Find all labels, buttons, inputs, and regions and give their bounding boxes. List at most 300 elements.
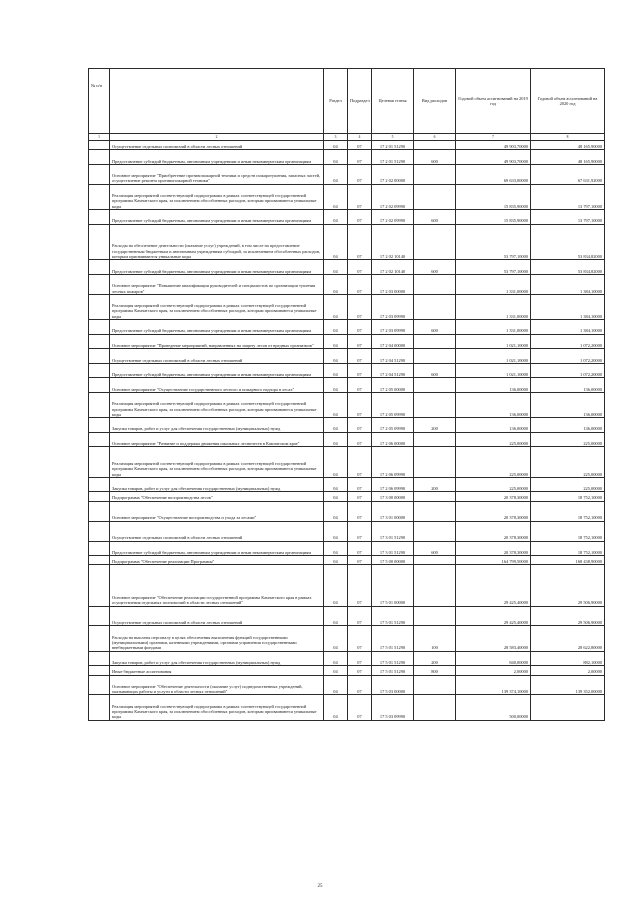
cell-num xyxy=(89,432,110,447)
cell-y2020: 882,10000 xyxy=(531,651,605,666)
cell-y2019: 1 021,10000 xyxy=(456,334,531,349)
cell-y2020: 13 797,10000 xyxy=(531,209,605,224)
cell-num xyxy=(89,626,110,651)
cell-target: 17 2 06 09990 xyxy=(372,447,414,478)
cell-target: 17 2 03 09990 xyxy=(372,320,414,335)
cell-subsection: 07 xyxy=(348,432,372,447)
cell-num xyxy=(89,695,110,720)
table-row xyxy=(89,626,605,651)
cell-exp-type xyxy=(414,695,456,720)
cell-target: 17 5 03 00000 xyxy=(372,675,414,695)
cell-y2019: 139 374,10000 xyxy=(456,675,531,695)
table-row xyxy=(89,492,605,501)
cell-exp-type: 600 xyxy=(414,150,456,165)
header-name xyxy=(110,69,324,134)
cell-exp-type: 600 xyxy=(414,363,456,378)
cell-name: Основное мероприятие "Развитие и поддержка движения школьных лесничеств в Камчатском крае" xyxy=(110,432,324,447)
cell-name: Основное мероприятие "Осуществление воспроизводства и ухода за лесами" xyxy=(110,501,324,521)
cell-y2019: 49 903,70000 xyxy=(456,150,531,165)
cell-section: 04 xyxy=(324,651,348,666)
cell-y2019: 49 903,70000 xyxy=(456,141,531,150)
cell-name: Реализация мероприятий соответствующей подпрограммы в рамках соответствующей государственной программы Камчатского края, за исключением обособленных расходов, которым присваиваются уникальные коды xyxy=(110,695,324,720)
cell-num xyxy=(89,606,110,626)
cell-num xyxy=(89,565,110,606)
cell-exp-type xyxy=(414,224,456,260)
cell-exp-type: 800 xyxy=(414,666,456,675)
cell-y2019: 225,00000 xyxy=(456,447,531,478)
cell-exp-type xyxy=(414,274,456,294)
cell-section: 04 xyxy=(324,606,348,626)
cell-num xyxy=(89,556,110,565)
cell-y2019: 1 331,00000 xyxy=(456,274,531,294)
table-row xyxy=(89,501,605,521)
cell-exp-type: 100 xyxy=(414,626,456,651)
cell-num xyxy=(89,651,110,666)
cell-name: Основное мероприятие "Осуществление государственного лесного и пожарного надзора в лесах" xyxy=(110,378,324,393)
table-body xyxy=(89,141,605,721)
column-index: 7 xyxy=(456,134,531,141)
cell-target: 17 2 01 51290 xyxy=(372,141,414,150)
cell-section: 04 xyxy=(324,432,348,447)
cell-y2020: 29 506,90000 xyxy=(531,565,605,606)
cell-subsection: 07 xyxy=(348,141,372,150)
table-row xyxy=(89,378,605,393)
cell-y2020: 1 072,20000 xyxy=(531,349,605,364)
cell-y2020: 53 834,82000 xyxy=(531,260,605,275)
table-row xyxy=(89,184,605,209)
cell-section: 04 xyxy=(324,626,348,651)
cell-section: 04 xyxy=(324,334,348,349)
cell-y2019: 500,00000 xyxy=(456,695,531,720)
cell-num xyxy=(89,320,110,335)
budget-table xyxy=(88,68,605,721)
cell-subsection: 07 xyxy=(348,666,372,675)
cell-target: 17 3 00 00000 xyxy=(372,492,414,501)
cell-exp-type xyxy=(414,184,456,209)
cell-exp-type xyxy=(414,393,456,418)
cell-section: 04 xyxy=(324,666,348,675)
cell-target: 17 2 02 10140 xyxy=(372,224,414,260)
cell-target: 17 2 05 09990 xyxy=(372,418,414,433)
cell-y2020: 136,00000 xyxy=(531,418,605,433)
cell-y2019: 1 021,10000 xyxy=(456,349,531,364)
cell-y2019: 20 378,30000 xyxy=(456,521,531,541)
cell-target: 17 5 03 09990 xyxy=(372,695,414,720)
cell-subsection: 07 xyxy=(348,150,372,165)
cell-num xyxy=(89,260,110,275)
cell-section: 04 xyxy=(324,363,348,378)
cell-exp-type: 200 xyxy=(414,418,456,433)
cell-exp-type xyxy=(414,521,456,541)
cell-y2019: 1 331,00000 xyxy=(456,320,531,335)
table-row xyxy=(89,150,605,165)
cell-y2019: 136,00000 xyxy=(456,378,531,393)
cell-section: 04 xyxy=(324,447,348,478)
table-row xyxy=(89,556,605,565)
cell-target: 17 2 03 09990 xyxy=(372,294,414,319)
column-index: 2 xyxy=(110,134,324,141)
table-row xyxy=(89,541,605,556)
cell-exp-type xyxy=(414,492,456,501)
cell-y2020: 18 752,10000 xyxy=(531,492,605,501)
cell-y2020: 225,00000 xyxy=(531,447,605,478)
cell-num xyxy=(89,349,110,364)
cell-name: Основное мероприятие "Обеспечение деятельности (оказание услуг) подведомственных учреждений, оказывающих работы и услуги в области лесных отношений" xyxy=(110,675,324,695)
column-index: 8 xyxy=(531,134,605,141)
cell-name: Реализация мероприятий соответствующей подпрограммы в рамках соответствующей государственной программы Камчатского края, за исключением обособленных расходов, которым присваиваются уникальные коды xyxy=(110,393,324,418)
cell-target: 17 2 05 00000 xyxy=(372,378,414,393)
cell-name: Предоставление субсидий бюджетным, автономным учреждениям и иным некоммерческим организациям xyxy=(110,320,324,335)
table-row xyxy=(89,565,605,606)
cell-exp-type xyxy=(414,432,456,447)
column-index-row xyxy=(89,134,605,141)
cell-name: Предоставление субсидий бюджетным, автономным учреждениям и иным некоммерческим организациям xyxy=(110,363,324,378)
cell-exp-type xyxy=(414,349,456,364)
header-num: № п/п xyxy=(89,69,110,134)
cell-y2019: 1 021,10000 xyxy=(456,363,531,378)
cell-subsection: 07 xyxy=(348,363,372,378)
cell-y2020: 18 752,10000 xyxy=(531,501,605,521)
cell-subsection: 07 xyxy=(348,294,372,319)
table-row xyxy=(89,666,605,675)
cell-y2020: 18 752,10000 xyxy=(531,541,605,556)
header-target: Целевая статья xyxy=(372,69,414,134)
cell-name: Основное мероприятие "Приобретение противопожарной техники и средств пожаротушения, запасных частей, осуществление ремонта противопожарной техники" xyxy=(110,164,324,184)
cell-num xyxy=(89,477,110,492)
table-row xyxy=(89,334,605,349)
column-index: 6 xyxy=(414,134,456,141)
cell-name: Осуществление отдельных полномочий в области лесных отношений xyxy=(110,521,324,541)
cell-subsection: 07 xyxy=(348,349,372,364)
cell-y2020: 18 752,10000 xyxy=(531,521,605,541)
cell-subsection: 07 xyxy=(348,651,372,666)
cell-y2020: 13 797,10000 xyxy=(531,184,605,209)
cell-section: 04 xyxy=(324,320,348,335)
cell-name: Осуществление отдельных полномочий в области лесных отношений xyxy=(110,349,324,364)
page-number: 25 xyxy=(317,884,323,889)
cell-num xyxy=(89,209,110,224)
cell-subsection: 07 xyxy=(348,334,372,349)
cell-section: 04 xyxy=(324,675,348,695)
cell-subsection: 07 xyxy=(348,556,372,565)
header-y2019: Годовой объем ассигнований на 2019 год xyxy=(456,69,531,134)
cell-target: 17 5 01 51290 xyxy=(372,626,414,651)
cell-section: 04 xyxy=(324,141,348,150)
cell-y2019: 225,00000 xyxy=(456,477,531,492)
cell-section: 04 xyxy=(324,224,348,260)
cell-exp-type xyxy=(414,294,456,319)
cell-subsection: 07 xyxy=(348,393,372,418)
cell-num xyxy=(89,666,110,675)
cell-section: 04 xyxy=(324,260,348,275)
cell-name: Основное мероприятие "Обеспечение реализации государственной программы Камчатского края в рамках осуществления отдельных полномочий в области лесных отношений" xyxy=(110,565,324,606)
table-row xyxy=(89,477,605,492)
cell-y2020: 225,00000 xyxy=(531,432,605,447)
cell-y2019: 69 633,00000 xyxy=(456,164,531,184)
cell-target: 17 5 01 00000 xyxy=(372,565,414,606)
header-y2020: Годовой объем ассигнований на 2020 год xyxy=(531,69,605,134)
cell-num xyxy=(89,501,110,521)
cell-name: Иные бюджетные ассигнования xyxy=(110,666,324,675)
cell-y2019: 136,00000 xyxy=(456,393,531,418)
table-row xyxy=(89,294,605,319)
cell-target: 17 2 02 00000 xyxy=(372,164,414,184)
cell-target: 17 3 01 51290 xyxy=(372,541,414,556)
cell-y2019: 15 835,90000 xyxy=(456,184,531,209)
cell-target: 17 5 00 00000 xyxy=(372,556,414,565)
cell-exp-type xyxy=(414,606,456,626)
cell-section: 04 xyxy=(324,393,348,418)
cell-exp-type xyxy=(414,501,456,521)
cell-subsection: 07 xyxy=(348,274,372,294)
table-row xyxy=(89,164,605,184)
cell-num xyxy=(89,418,110,433)
cell-subsection: 07 xyxy=(348,695,372,720)
cell-y2020: 1 384,10000 xyxy=(531,274,605,294)
cell-section: 04 xyxy=(324,164,348,184)
cell-section: 04 xyxy=(324,695,348,720)
cell-y2020: 29 506,90000 xyxy=(531,606,605,626)
cell-target: 17 3 01 00000 xyxy=(372,501,414,521)
cell-section: 04 xyxy=(324,418,348,433)
cell-target: 17 2 03 00000 xyxy=(372,274,414,294)
cell-num xyxy=(89,363,110,378)
table-row xyxy=(89,606,605,626)
cell-num xyxy=(89,141,110,150)
cell-y2020: 225,00000 xyxy=(531,477,605,492)
column-index: 3 xyxy=(324,134,348,141)
cell-subsection: 07 xyxy=(348,260,372,275)
cell-target: 17 2 06 00000 xyxy=(372,432,414,447)
cell-target: 17 2 04 51290 xyxy=(372,363,414,378)
cell-section: 04 xyxy=(324,349,348,364)
cell-num xyxy=(89,224,110,260)
cell-subsection: 07 xyxy=(348,477,372,492)
cell-name: Подпрограмма "Обеспечение воспроизводства лесов" xyxy=(110,492,324,501)
cell-subsection: 07 xyxy=(348,501,372,521)
cell-y2020: 1 384,10000 xyxy=(531,294,605,319)
cell-section: 04 xyxy=(324,521,348,541)
cell-name: Основное мероприятие "Проведение мероприятий, направленных на защиту лесов от вредных организмов" xyxy=(110,334,324,349)
cell-subsection: 07 xyxy=(348,606,372,626)
cell-section: 04 xyxy=(324,294,348,319)
cell-y2020: 139 352,00000 xyxy=(531,675,605,695)
cell-num xyxy=(89,393,110,418)
cell-section: 04 xyxy=(324,492,348,501)
cell-num xyxy=(89,675,110,695)
cell-y2019: 20 378,30000 xyxy=(456,501,531,521)
cell-target: 17 5 01 51290 xyxy=(372,606,414,626)
cell-section: 04 xyxy=(324,565,348,606)
cell-exp-type xyxy=(414,378,456,393)
cell-name: Закупка товаров, работ и услуг для обеспечения государственных (муниципальных) нужд xyxy=(110,651,324,666)
cell-target: 17 2 04 00000 xyxy=(372,334,414,349)
cell-y2019: 15 835,90000 xyxy=(456,209,531,224)
cell-y2019: 53 797,10000 xyxy=(456,260,531,275)
cell-num xyxy=(89,274,110,294)
cell-y2020: 1 072,20000 xyxy=(531,363,605,378)
cell-y2020: 136,00000 xyxy=(531,378,605,393)
cell-section: 04 xyxy=(324,477,348,492)
cell-target: 17 2 02 10140 xyxy=(372,260,414,275)
table-row xyxy=(89,695,605,720)
cell-section: 04 xyxy=(324,378,348,393)
table-row xyxy=(89,141,605,150)
cell-y2019: 225,00000 xyxy=(456,432,531,447)
cell-subsection: 07 xyxy=(348,626,372,651)
header-exp-type: Вид расходов xyxy=(414,69,456,134)
cell-y2020: 136,00000 xyxy=(531,393,605,418)
cell-subsection: 07 xyxy=(348,378,372,393)
cell-subsection: 07 xyxy=(348,224,372,260)
cell-num xyxy=(89,447,110,478)
cell-section: 04 xyxy=(324,501,348,521)
cell-y2019: 20 378,30000 xyxy=(456,492,531,501)
column-index: 5 xyxy=(372,134,414,141)
cell-name: Осуществление отдельных полномочий в области лесных отношений xyxy=(110,141,324,150)
cell-section: 04 xyxy=(324,274,348,294)
cell-exp-type: 600 xyxy=(414,260,456,275)
cell-name: Основное мероприятие "Повышение квалификации руководителей и специалистов по организации тушения лесных пожаров" xyxy=(110,274,324,294)
cell-target: 17 5 01 51290 xyxy=(372,666,414,675)
cell-y2020: 48 165,90000 xyxy=(531,141,605,150)
cell-target: 17 3 01 51290 xyxy=(372,521,414,541)
cell-target: 17 2 04 51290 xyxy=(372,349,414,364)
cell-name: Предоставление субсидий бюджетным, автономным учреждениям и иным некоммерческим организациям xyxy=(110,150,324,165)
cell-y2020: 48 165,90000 xyxy=(531,150,605,165)
table-row xyxy=(89,363,605,378)
cell-y2019: 2,00000 xyxy=(456,666,531,675)
cell-section: 04 xyxy=(324,184,348,209)
cell-subsection: 07 xyxy=(348,164,372,184)
cell-subsection: 07 xyxy=(348,447,372,478)
cell-section: 04 xyxy=(324,556,348,565)
cell-name: Реализация мероприятий соответствующей подпрограммы в рамках соответствующей государственной программы Камчатского края, за исключением обособленных расходов, которым присваиваются уникальные коды xyxy=(110,447,324,478)
table-row xyxy=(89,209,605,224)
cell-exp-type xyxy=(414,141,456,150)
cell-num xyxy=(89,184,110,209)
table-row xyxy=(89,432,605,447)
cell-target: 17 5 01 51290 xyxy=(372,651,414,666)
table-row xyxy=(89,651,605,666)
cell-target: 17 2 05 09990 xyxy=(372,393,414,418)
table-row xyxy=(89,418,605,433)
cell-num xyxy=(89,164,110,184)
cell-subsection: 07 xyxy=(348,418,372,433)
cell-target: 17 2 01 51290 xyxy=(372,150,414,165)
table-row xyxy=(89,675,605,695)
cell-name: Подпрограмма "Обеспечение реализации Программы" xyxy=(110,556,324,565)
column-index: 4 xyxy=(348,134,372,141)
header-subsection: Подраздел xyxy=(348,69,372,134)
cell-num xyxy=(89,294,110,319)
table-row xyxy=(89,274,605,294)
cell-name: Расходы на выплаты персоналу в целях обеспечения выполнения функций государственными (муниципальными) органами, казенными учреждениями, органами управления государственными внебюджетными фондами xyxy=(110,626,324,651)
table-row xyxy=(89,393,605,418)
cell-subsection: 07 xyxy=(348,521,372,541)
cell-exp-type xyxy=(414,447,456,478)
cell-subsection: 07 xyxy=(348,492,372,501)
cell-num xyxy=(89,378,110,393)
cell-exp-type xyxy=(414,565,456,606)
cell-name: Закупка товаров, работ и услуг для обеспечения государственных (муниципальных) нужд xyxy=(110,477,324,492)
cell-num xyxy=(89,150,110,165)
cell-exp-type: 600 xyxy=(414,541,456,556)
cell-y2019: 53 797,10000 xyxy=(456,224,531,260)
cell-name: Реализация мероприятий соответствующей подпрограммы в рамках соответствующей государственной программы Камчатского края, за исключением обособленных расходов, которым присваиваются уникальные коды xyxy=(110,294,324,319)
cell-target: 17 2 06 09990 xyxy=(372,477,414,492)
cell-y2020: 1 072,20000 xyxy=(531,334,605,349)
cell-name: Предоставление субсидий бюджетным, автономным учреждениям и иным некоммерческим организациям xyxy=(110,260,324,275)
cell-section: 04 xyxy=(324,209,348,224)
cell-y2019: 1 331,00000 xyxy=(456,294,531,319)
cell-exp-type: 200 xyxy=(414,651,456,666)
cell-y2019: 164 799,50000 xyxy=(456,556,531,565)
cell-num xyxy=(89,521,110,541)
cell-subsection: 07 xyxy=(348,565,372,606)
column-index: 1 xyxy=(89,134,110,141)
cell-num xyxy=(89,334,110,349)
cell-name: Реализация мероприятий соответствующей подпрограммы в рамках соответствующей государственной программы Камчатского края, за исключением обособленных расходов, которым присваиваются уникальные коды xyxy=(110,184,324,209)
cell-y2019: 29 425,40000 xyxy=(456,565,531,606)
table-header xyxy=(89,69,605,141)
cell-subsection: 07 xyxy=(348,184,372,209)
cell-subsection: 07 xyxy=(348,320,372,335)
cell-y2019: 28 583,40000 xyxy=(456,626,531,651)
table-row xyxy=(89,521,605,541)
table-row xyxy=(89,447,605,478)
cell-num xyxy=(89,492,110,501)
cell-y2020: 67 631,92000 xyxy=(531,164,605,184)
cell-name: Расходы на обеспечение деятельности (оказание услуг) учреждений, в том числе на предоставление государственным бюджетным и автономным учреждениям субсидий, за исключением обособленных расходов, которым присваиваются уникальные коды xyxy=(110,224,324,260)
table-row xyxy=(89,349,605,364)
cell-y2020: 168 438,90000 xyxy=(531,556,605,565)
cell-y2020: 53 834,82000 xyxy=(531,224,605,260)
cell-exp-type xyxy=(414,556,456,565)
table-row xyxy=(89,224,605,260)
cell-y2020: 28 622,80000 xyxy=(531,626,605,651)
cell-subsection: 07 xyxy=(348,209,372,224)
cell-y2020: 1 384,10000 xyxy=(531,320,605,335)
cell-exp-type xyxy=(414,334,456,349)
table-row xyxy=(89,320,605,335)
cell-subsection: 07 xyxy=(348,675,372,695)
cell-exp-type: 600 xyxy=(414,320,456,335)
header-section: Раздел xyxy=(324,69,348,134)
cell-subsection: 07 xyxy=(348,541,372,556)
cell-section: 04 xyxy=(324,541,348,556)
cell-exp-type: 600 xyxy=(414,209,456,224)
cell-target: 17 2 02 09990 xyxy=(372,184,414,209)
cell-y2019: 840,00000 xyxy=(456,651,531,666)
cell-target: 17 2 02 09990 xyxy=(372,209,414,224)
cell-name: Осуществление отдельных полномочий в области лесных отношений xyxy=(110,606,324,626)
cell-exp-type xyxy=(414,675,456,695)
cell-y2019: 20 378,30000 xyxy=(456,541,531,556)
cell-y2020: 2,00000 xyxy=(531,666,605,675)
cell-num xyxy=(89,541,110,556)
cell-section: 04 xyxy=(324,150,348,165)
cell-name: Предоставление субсидий бюджетным, автономным учреждениям и иным некоммерческим организациям xyxy=(110,541,324,556)
cell-y2019: 29 425,40000 xyxy=(456,606,531,626)
cell-y2020 xyxy=(531,695,605,720)
cell-y2019: 136,00000 xyxy=(456,418,531,433)
cell-exp-type: 200 xyxy=(414,477,456,492)
cell-name: Предоставление субсидий бюджетным, автономным учреждениям и иным некоммерческим организациям xyxy=(110,209,324,224)
cell-name: Закупка товаров, работ и услуг для обеспечения государственных (муниципальных) нужд xyxy=(110,418,324,433)
table-row xyxy=(89,260,605,275)
cell-exp-type xyxy=(414,164,456,184)
